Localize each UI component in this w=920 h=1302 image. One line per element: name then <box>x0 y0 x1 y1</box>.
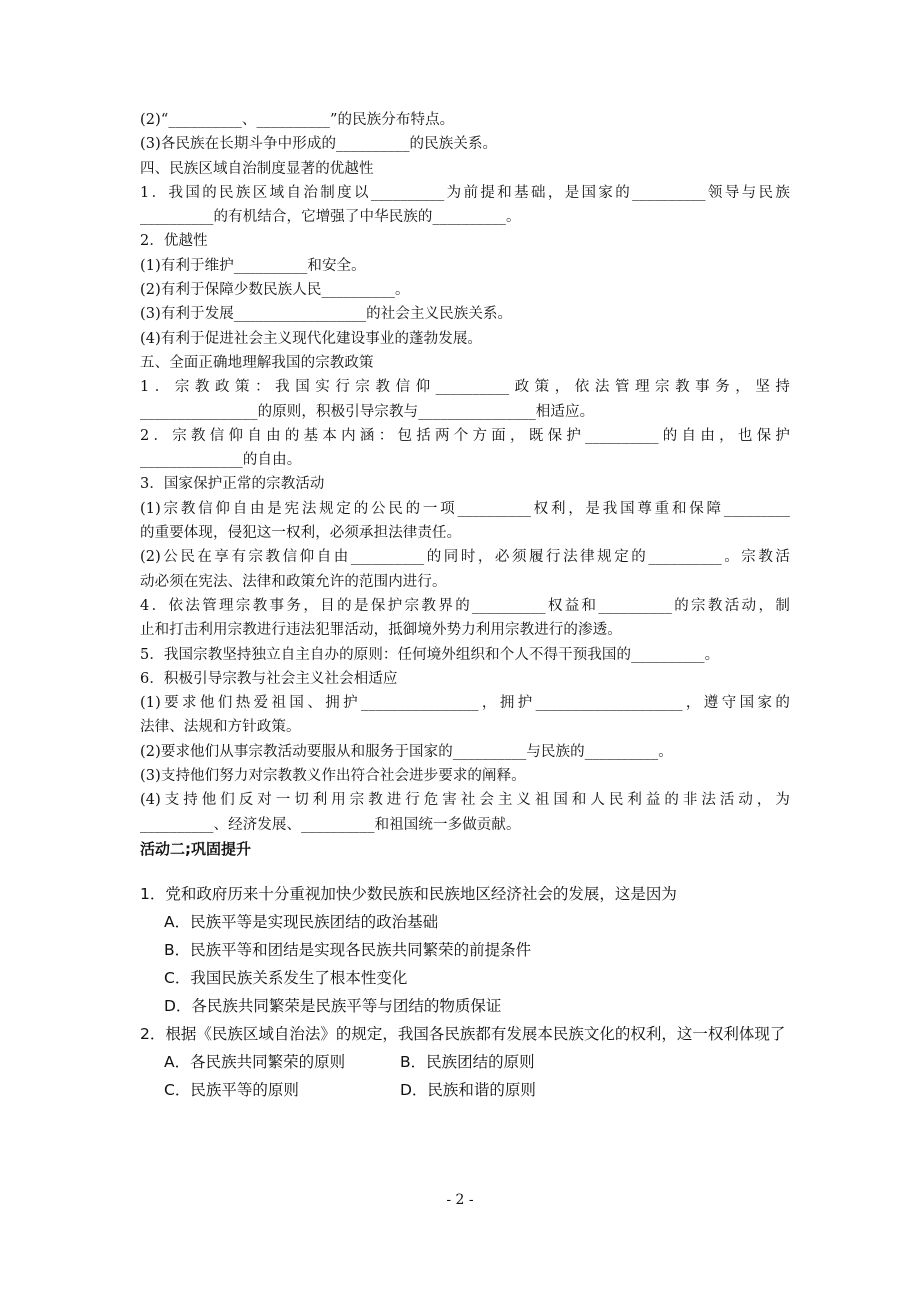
text-line: 1．我国的民族区域自治制度以__________为前提和基础，是国家的__________领导与民族 <box>140 184 790 201</box>
text-line: ______________的自由。 <box>140 452 302 469</box>
text-line: (4)有利于促进社会主义现代化建设事业的蓬勃发展。 <box>140 330 483 347</box>
page-number: - 2 - <box>446 1192 474 1208</box>
question-1 <box>140 880 800 1020</box>
option-b: B．民族团结的原则 <box>400 1053 535 1071</box>
text-line: 5．我国宗教坚持独立自主自办的原则：任何境外组织和个人不得干预我国的__________。 <box>140 646 720 663</box>
question-stem: 1．党和政府历来十分重视加快少数民族和民族地区经济社会的发展，这是因为 <box>140 885 677 903</box>
text-line: 法律、法规和方针政策。 <box>140 719 301 736</box>
option-d: D．民族和谐的原则 <box>400 1081 536 1099</box>
text-line: 动必须在宪法、法律和政策允许的范围内进行。 <box>140 573 447 590</box>
text-line: 四、民族区域自治制度显著的优越性 <box>140 160 374 177</box>
text-line: (2)公民在享有宗教信仰自由__________的同时，必须履行法律规定的__________。宗教活 <box>140 549 790 566</box>
question-stem: 2．根据《民族区域自治法》的规定，我国各民族都有发展本民族文化的权利，这一权利体现了 <box>140 1025 786 1043</box>
text-line: (3)有利于发展__________________的社会主义民族关系。 <box>140 306 513 323</box>
text-line: (1)宗教信仰自由是宪法规定的公民的一项__________权利，是我国尊重和保障_________ <box>140 500 790 517</box>
text-line: (2)要求他们从事宗教活动要服从和服务于国家的__________与民族的__________。 <box>140 743 673 760</box>
text-line: 的重要体现，侵犯这一权利，必须承担法律责任。 <box>140 525 462 542</box>
text-line: 4．依法管理宗教事务，目的是保护宗教界的__________权益和__________的宗教活动，制 <box>140 597 790 614</box>
text-line: (2)有利于保障少数民族人民__________。 <box>140 282 410 299</box>
text-line: __________的有机结合，它增强了中华民族的__________。 <box>140 209 521 226</box>
text-line: 1．宗教政策：我国实行宗教信仰__________政策，依法管理宗教事务，坚持 <box>140 379 790 396</box>
text-line: (4)支持他们反对一切利用宗教进行危害社会主义祖国和人民利益的非法活动，为 <box>140 792 790 809</box>
text-line: (3)各民族在长期斗争中形成的__________的民族关系。 <box>140 136 498 153</box>
text-line: __________、经济发展、__________和祖国统一多做贡献。 <box>140 816 521 833</box>
option-row <box>140 1048 800 1076</box>
text-line: (1)要求他们热爱祖国、拥护________________，拥护____________________，遵守国家的 <box>140 695 790 712</box>
text-line: 止和打击利用宗教进行违法犯罪活动，抵御境外势力利用宗教进行的渗透。 <box>140 622 622 639</box>
text-line: 五、全面正确地理解我国的宗教政策 <box>140 354 374 371</box>
text-line: (3)支持他们努力对宗教教义作出符合社会进步要求的阐释。 <box>140 768 526 785</box>
question-2 <box>140 1020 800 1104</box>
activity-heading: 活动二;巩固提升 <box>140 840 251 858</box>
text-line: 2．宗教信仰自由的基本内涵：包括两个方面，既保护__________的自由，也保护 <box>140 427 790 444</box>
text-line: ________________的原则，积极引导宗教与________________相适应。 <box>140 403 595 420</box>
option-a: A．各民族共同繁荣的原则 <box>164 1053 346 1071</box>
text-line: 3．国家保护正常的宗教活动 <box>140 476 325 493</box>
text-line: (1)有利于维护__________和安全。 <box>140 257 366 274</box>
text-line: (2)“__________、__________”的民族分布特点。 <box>140 112 455 128</box>
text-line: 6．积极引导宗教与社会主义社会相适应 <box>140 670 398 687</box>
fill-in-section <box>140 108 790 837</box>
text-line: 2．优越性 <box>140 233 208 250</box>
option-a: A．民族平等是实现民族团结的政治基础 <box>164 913 439 931</box>
option-d: D．各民族共同繁荣是民族平等与团结的物质保证 <box>164 997 502 1015</box>
option-c: C．民族平等的原则 <box>164 1081 299 1099</box>
option-row <box>140 1076 800 1104</box>
quiz-section <box>140 880 800 1104</box>
option-b: B．民族平等和团结是实现各民族共同繁荣的前提条件 <box>164 941 532 959</box>
option-c: C．我国民族关系发生了根本性变化 <box>164 969 408 987</box>
